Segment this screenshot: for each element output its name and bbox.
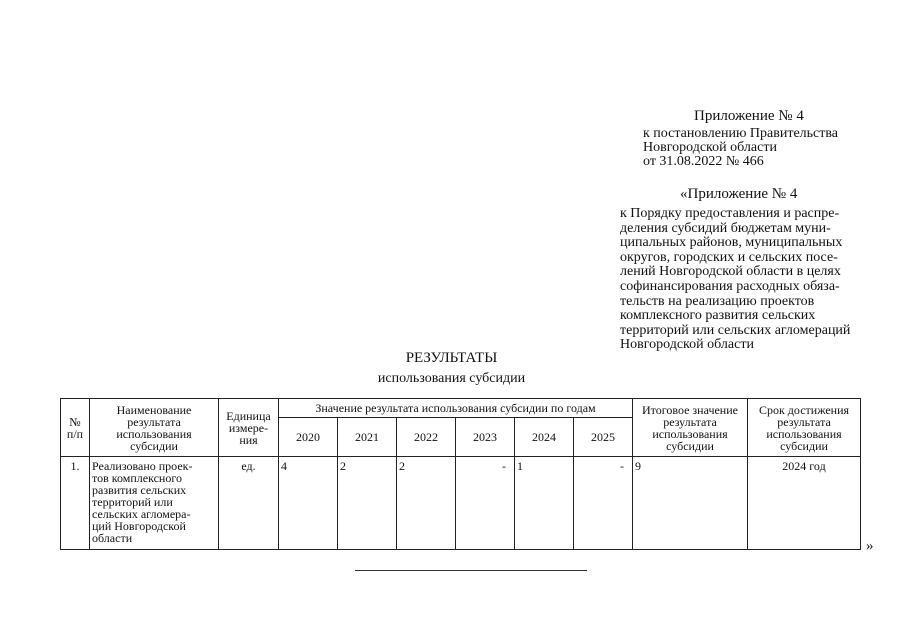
row-name: Реализовано проек- тов комплексного развития сельских территорий или сельских агломера- ций Новгородской области bbox=[90, 457, 219, 550]
footer-divider bbox=[355, 570, 587, 571]
inner-appendix-reference bbox=[620, 207, 882, 353]
header-year: 2020 bbox=[279, 418, 338, 457]
table-row bbox=[61, 457, 861, 550]
row-value-2022: 2 bbox=[397, 457, 456, 550]
header-by-years: Значение результата использования субсидии по годам bbox=[279, 399, 633, 418]
header-unit: Единица измере- ния bbox=[219, 399, 279, 457]
row-value-2023: - bbox=[456, 457, 515, 550]
results-table bbox=[60, 398, 861, 550]
inner-appendix-line: округов, городских и сельских посе- bbox=[620, 249, 838, 265]
document-title: РЕЗУЛЬТАТЫ bbox=[405, 350, 498, 366]
inner-appendix-line: территорий или сельских агломераций bbox=[620, 322, 851, 338]
header-num: № п/п bbox=[61, 399, 90, 457]
header-year: 2021 bbox=[338, 418, 397, 457]
row-num: 1. bbox=[61, 457, 90, 550]
header-year: 2025 bbox=[574, 418, 633, 457]
row-deadline: 2024 год bbox=[748, 457, 861, 550]
inner-appendix-line: Новгородской области bbox=[620, 337, 754, 353]
row-value-2021: 2 bbox=[338, 457, 397, 550]
header-year: 2023 bbox=[456, 418, 515, 457]
row-total: 9 bbox=[633, 457, 748, 550]
inner-appendix-line: лений Новгородской области в целях bbox=[620, 264, 841, 280]
header-deadline: Срок достижения результата использования субсидии bbox=[748, 399, 861, 457]
header-year: 2024 bbox=[515, 418, 574, 457]
header-total: Итоговое значение результата использования субсидии bbox=[633, 399, 748, 457]
inner-appendix-line: комплексного развития сельских bbox=[620, 308, 816, 324]
document-subtitle: использования субсидии bbox=[377, 371, 526, 386]
appendix-title: Приложение № 4 bbox=[694, 108, 804, 124]
appendix-line: Новгородской области bbox=[643, 140, 777, 155]
inner-appendix-line: деления субсидий бюджетам муни- bbox=[620, 220, 831, 236]
appendix-line: к постановлению Правительства bbox=[643, 126, 839, 141]
row-unit: ед. bbox=[219, 457, 279, 550]
header-name: Наименование результата использования субсидии bbox=[90, 399, 219, 457]
inner-appendix-title: «Приложение № 4 bbox=[680, 186, 798, 202]
header-year: 2022 bbox=[397, 418, 456, 457]
row-value-2020: 4 bbox=[279, 457, 338, 550]
inner-appendix-line: софинансирования расходных обяза- bbox=[620, 278, 840, 294]
inner-appendix-line: к Порядку предоставления и распре- bbox=[620, 206, 840, 221]
row-value-2025: - bbox=[574, 457, 633, 550]
closing-quote: » bbox=[866, 538, 874, 554]
appendix-line: от 31.08.2022 № 466 bbox=[643, 154, 764, 169]
inner-appendix-line: ципальных районов, муниципальных bbox=[620, 235, 843, 251]
inner-appendix-line: тельств на реализацию проектов bbox=[620, 293, 815, 309]
appendix-reference bbox=[643, 127, 883, 169]
table-header-row bbox=[61, 399, 861, 418]
row-value-2024: 1 bbox=[515, 457, 574, 550]
